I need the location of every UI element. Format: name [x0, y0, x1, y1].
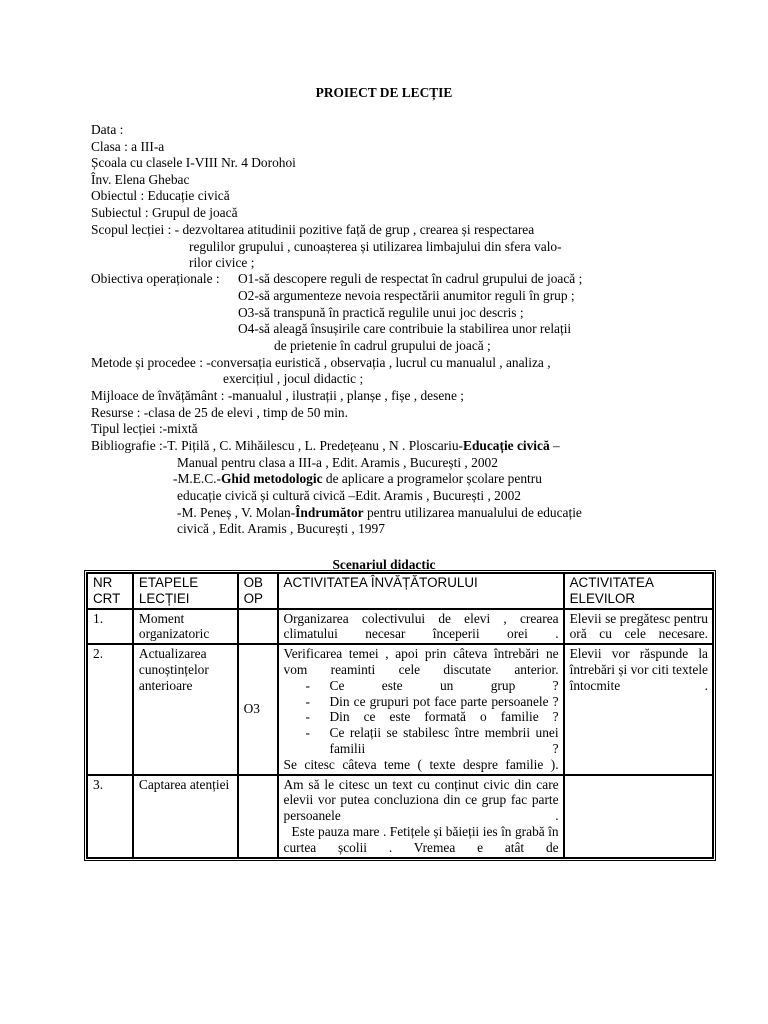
- row-nr: 1.: [87, 609, 133, 645]
- list-item: - Din ce este formată o familie ?: [330, 709, 559, 725]
- table-header-row: [87, 573, 713, 609]
- list-item: - Ce este un grup ?: [330, 678, 559, 694]
- bibliografie-line-6: civică , Edit. Aramis , București , 1997: [177, 521, 385, 536]
- inv-text-2: Este pauza mare . Fetițele și băieții ies în grabă în curtea școlii . Vremea e atât de: [283, 823, 559, 855]
- scoala-line: Școala cu clasele I-VIII Nr. 4 Dorohoi: [91, 155, 296, 170]
- mijloace-line: Mijloace de învățământ : -manualul , ilustrații , planșe , fișe , desene ;: [91, 388, 464, 403]
- bib-title-3: Îndrumător: [295, 505, 364, 520]
- scop-line-3: rilor civice ;: [189, 255, 255, 270]
- bib-authors-1: Bibliografie :-T. Pițilă , C. Mihăilescu , L. Predețeanu , N . Ploscariu-: [91, 438, 464, 453]
- objective-o2: O2-să argumenteze nevoia respectării anumitor reguli în grup ;: [238, 288, 575, 303]
- row-activitate-elevi: Elevii se pregătesc pentru oră cu cele necesare.: [564, 609, 713, 645]
- row-etapa: Captarea atenției: [133, 775, 238, 858]
- row-etapa: Actualizarea cunoștințelor anterioare: [133, 644, 238, 774]
- row-activitate-elevi: Elevii vor răspunde la întrebări și vor citi textele întocmite .: [564, 644, 713, 774]
- inv-text: Organizarea colectivului de elevi , crearea climatului necesar începerii orei .: [283, 610, 559, 642]
- inv-intro: Verificarea temei , apoi prin câteva întrebări ne vom reaminti cele discutate anterior.: [283, 646, 559, 677]
- obiectul-line: Obiectul : Educație civică: [91, 188, 230, 203]
- table-row: [87, 775, 713, 858]
- bibliografie-line-1: [91, 437, 560, 454]
- data-line: Data :: [91, 122, 124, 137]
- row-activitate-invatator: [278, 775, 564, 858]
- tipul-line: Tipul lecției :-mixtă: [91, 421, 198, 436]
- row-ob: O3: [238, 644, 278, 774]
- bib-dash-1: –: [549, 438, 560, 453]
- row-activitate-invatator: [278, 609, 564, 645]
- list-item: - Ce relații se stabilesc între membrii unei familii ?: [330, 725, 559, 757]
- row-nr: 2.: [87, 644, 133, 774]
- row-activitate-invatator: [278, 644, 564, 774]
- scop-line-2: regulilor grupului , cunoașterea și utilizarea limbajului din sfera valo-: [189, 239, 562, 254]
- header-activitatea-elevilor: ACTIVITATEA ELEVILOR: [564, 573, 713, 609]
- bib-rest-2: de aplicare a programelor școlare pentru: [322, 471, 542, 486]
- scop-line-1: Scopul lecției : - dezvoltarea atitudinii pozitive față de grup , crearea și respectarea: [91, 222, 535, 237]
- bib-authors-3: -M. Peneș , V. Molan-: [177, 505, 296, 520]
- question-list: [284, 678, 559, 757]
- bib-title-1: Educație civică: [463, 438, 550, 453]
- table-row: [87, 609, 713, 645]
- objective-o1: O1-să descopere reguli de respectat în cadrul grupului de joacă ;: [238, 271, 583, 286]
- row-ob: [238, 609, 278, 645]
- lesson-table: [86, 572, 714, 859]
- list-item: - Din ce grupuri pot face parte persoanele ?: [330, 694, 559, 710]
- row-activitate-elevi: [564, 775, 713, 858]
- header-activitatea-invatatorului: ACTIVITATEA ÎNVĂȚĂTORULUI: [278, 573, 564, 609]
- scenariu-title: Scenariul didactic: [332, 557, 436, 572]
- header-etapele: ETAPELE LECȚIEI: [133, 573, 238, 609]
- header-nr: NR CRT: [87, 573, 133, 609]
- subiectul-line: Subiectul : Grupul de joacă: [91, 205, 238, 220]
- row-ob: [238, 775, 278, 858]
- obiective-label: Obiectiva operaționale :: [91, 271, 220, 286]
- inv-text: Am să le citesc un text cu conținut civic din care elevii vor putea concluziona din ce grup fac parte persoanele .: [283, 776, 559, 824]
- clasa-line: Clasa : a III-a: [91, 139, 165, 154]
- bib-title-2: Ghid metodologic: [220, 471, 323, 486]
- metode-line-2: exercițiul , jocul didactic ;: [223, 371, 364, 386]
- bibliografie-line-5: [177, 504, 582, 521]
- bibliografie-line-4: educație civică și cultură civică –Edit. Aramis , București , 2002: [177, 488, 521, 503]
- objective-o3: O3-să transpună în practică regulile unui joc descris ;: [238, 305, 524, 320]
- bibliografie-line-3: [173, 470, 542, 487]
- header-ob: OB OP: [238, 573, 278, 609]
- resurse-line: Resurse : -clasa de 25 de elevi , timp de 50 min.: [91, 405, 348, 420]
- table-row: [87, 644, 713, 774]
- objective-o4-line2: de prietenie în cadrul grupului de joacă ;: [274, 338, 491, 353]
- bib-rest-3: pentru utilizarea manualului de educație: [363, 505, 582, 520]
- metode-line-1: Metode și procedee : -conversația euristică , observația , lucrul cu manualul , analiza ,: [91, 355, 551, 370]
- bib-author-2: -M.E.C.-: [173, 471, 221, 486]
- document-title: PROIECT DE LECȚIE: [315, 85, 453, 100]
- bibliografie-line-2: Manual pentru clasa a III-a , Edit. Aramis , București , 2002: [177, 455, 498, 470]
- inv-line: Înv. Elena Ghebac: [91, 172, 190, 187]
- objective-o4-line1: O4-să aleagă însușirile care contribuie la stabilirea unor relații: [238, 321, 572, 336]
- row-etapa: Moment organizatoric: [133, 609, 238, 645]
- inv-outro: Se citesc câteva teme ( texte despre familie ).: [283, 756, 559, 772]
- row-nr: 3.: [87, 775, 133, 858]
